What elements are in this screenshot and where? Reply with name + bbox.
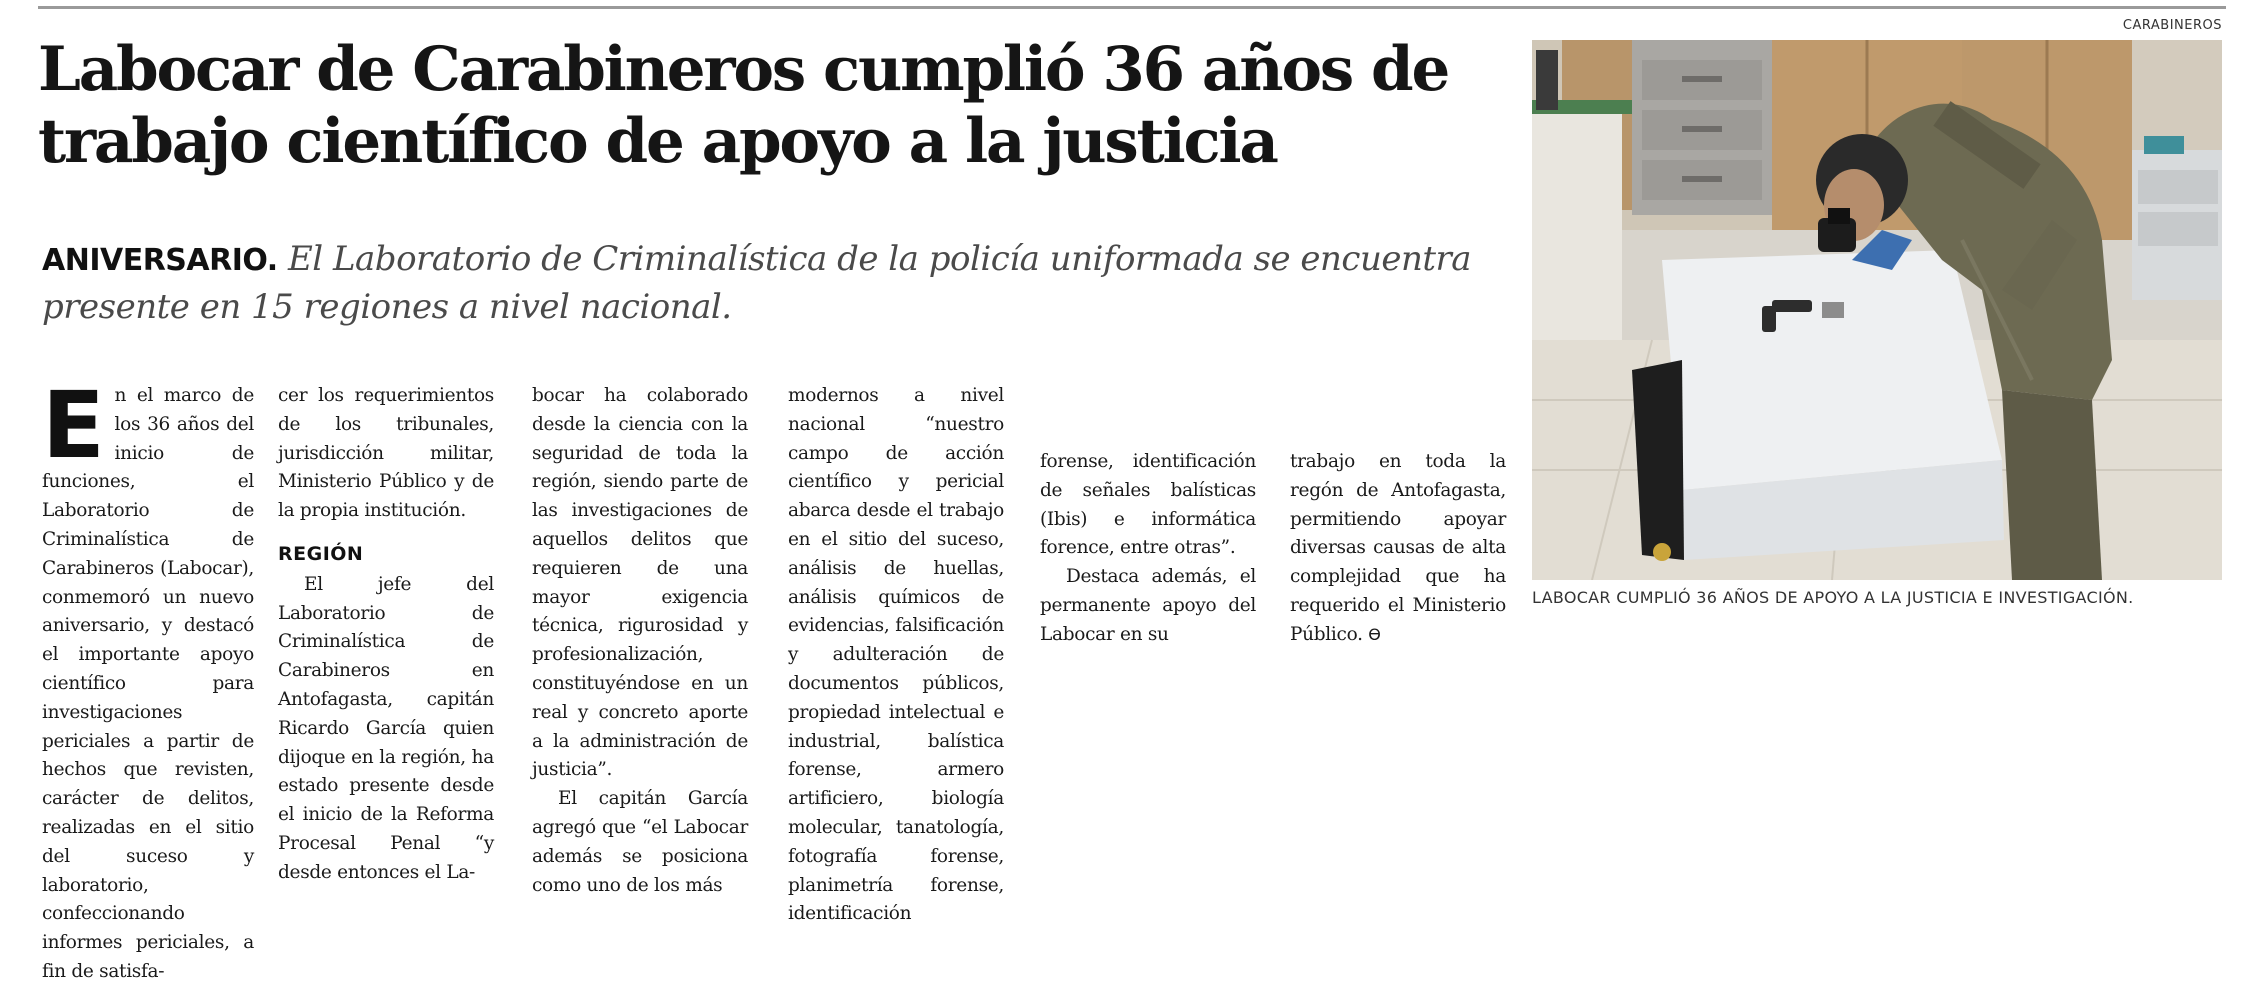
column-4 — [788, 382, 1004, 929]
column-5-paragraph-2: Destaca además, el permanente apoyo del Labocar en su — [1040, 566, 1256, 645]
top-rule — [38, 6, 2226, 9]
column-6 — [1290, 448, 1506, 650]
dropcap: E — [42, 372, 105, 479]
column-5-paragraph-1: forense, identificación de señales balísticas (Ibis) e informática forence, entre otras”. — [1040, 451, 1256, 559]
end-mark-icon: ϴ — [1368, 624, 1381, 644]
column-3 — [532, 382, 748, 900]
deck-kicker: ANIVERSARIO. — [42, 243, 278, 278]
column-3-paragraph-1: bocar ha colaborado desde la ciencia con la seguridad de toda la región, siendo parte de las investigaciones de aquellos delitos que requieren de una mayor exigencia técnica, rigurosidad y profesionalización, constituyéndose en un real y concreto aporte a la administración de justicia”. — [532, 385, 748, 781]
column-2-paragraph-1: cer los requerimientos de los tribunales, jurisdicción militar, Ministerio Público y de la propia institución. — [278, 385, 494, 522]
photo-credit: CARABINEROS — [2122, 18, 2222, 33]
deck-text: El Laboratorio de Criminalística de la policía uniformada se encuentra presente en 15 regiones a nivel nacional. — [42, 239, 1472, 327]
photo-caption: LABOCAR CUMPLIÓ 36 AÑOS DE APOYO A LA JUSTICIA E INVESTIGACIÓN. — [1532, 588, 2134, 607]
column-5 — [1040, 448, 1256, 650]
column-3-paragraph-2: El capitán García agregó que “el Labocar además se posiciona como uno de los más — [532, 788, 748, 896]
column-4-text: modernos a nivel nacional “nuestro campo de acción científico y pericial abarca desde el trabajo en el sitio del suceso, análisis de huellas, análisis químicos de evidencias, falsificación y adulteración de documentos públicos, propiedad intelectual e industrial, balística forense, armero artificiero, biología molecular, tanatología, fotografía forense, planimetría forense, identificación — [788, 385, 1004, 925]
column-1-text: n el marco de los 36 años del inicio de funciones, el Laboratorio de Criminalística de Carabineros (Labocar), conmemoró un nuevo aniversario, y destacó el importante apoyo científico para investigaciones periciales a partir de hechos que revisten, carácter de delitos, realizadas en el sitio del suceso y laboratorio, confeccionando informes periciales, a fin de satisfa- — [42, 385, 254, 982]
column-2 — [278, 382, 494, 888]
column-2-paragraph-2: El jefe del Laboratorio de Criminalística de Carabineros en Antofagasta, capitán Ricardo García quien dijoque en la región, ha estado presente desde el inicio de la Reforma Procesal Penal “y desde entonces el La- — [278, 573, 494, 883]
column-1 — [42, 372, 254, 987]
subhead-region: REGIÓN — [278, 542, 364, 565]
column-6-text: trabajo en toda la regón de Antofagasta, permitiendo apoyar diversas causas de alta complejidad que ha requerido el Ministerio Público. — [1290, 451, 1506, 645]
forensic-technician-photo — [1532, 40, 2222, 580]
headline: Labocar de Carabineros cumplió 36 años de trabajo científico de apoyo a la justicia — [38, 34, 1449, 177]
deck — [42, 236, 1492, 331]
